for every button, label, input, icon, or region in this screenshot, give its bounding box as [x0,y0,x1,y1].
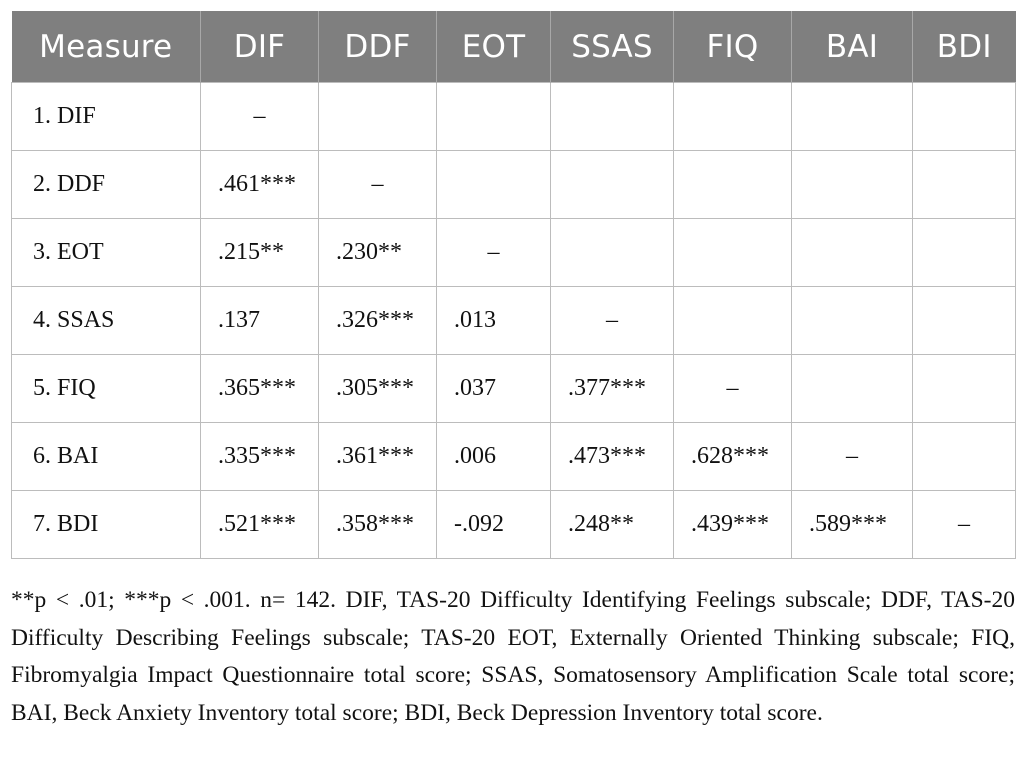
header-eot: EOT [437,11,551,83]
table-cell [913,355,1016,423]
table-cell [792,219,913,287]
table-cell: -.092 [437,491,551,559]
table-cell: .326*** [319,287,437,355]
table-row [12,287,1016,355]
table-cell: .230** [319,219,437,287]
table-row [12,83,1016,151]
table-row [12,151,1016,219]
table-cell [792,287,913,355]
table-row [12,491,1016,559]
table-cell [913,423,1016,491]
row-label: 4. SSAS [12,287,201,355]
table-cell: – [674,355,792,423]
table-cell [551,219,674,287]
table-cell [551,151,674,219]
table-cell: .361*** [319,423,437,491]
table-cell [913,219,1016,287]
table-cell [437,83,551,151]
table-cell: .037 [437,355,551,423]
row-label: 3. EOT [12,219,201,287]
table-cell [792,355,913,423]
table-cell: .377*** [551,355,674,423]
table-cell [674,287,792,355]
table-cell: .439*** [674,491,792,559]
header-bai: BAI [792,11,913,83]
table-cell: – [201,83,319,151]
table-cell: .013 [437,287,551,355]
table-cell: – [319,151,437,219]
header-row [12,11,1016,83]
correlation-table-container [11,11,1015,559]
correlation-table [11,11,1016,559]
table-cell: – [437,219,551,287]
table-cell [551,83,674,151]
row-label: 7. BDI [12,491,201,559]
table-cell [913,287,1016,355]
table-cell: .473*** [551,423,674,491]
header-ddf: DDF [319,11,437,83]
table-cell [319,83,437,151]
table-cell: .521*** [201,491,319,559]
table-cell: .335*** [201,423,319,491]
table-row [12,423,1016,491]
table-cell [792,83,913,151]
header-ssas: SSAS [551,11,674,83]
header-bdi: BDI [913,11,1016,83]
header-fiq: FIQ [674,11,792,83]
table-cell [792,151,913,219]
row-label: 2. DDF [12,151,201,219]
table-footnote: **p < .01; ***p < .001. n= 142. DIF, TAS-20 Difficulty Identifying Feelings subscale; DDF, TAS-20 Difficulty Describing Feelings subscale; TAS-20 EOT, Externally Oriented Thinking subscale; FIQ, Fibromyalgia Impact Questionnaire total score; SSAS, Somatosensory Amplification Scale total score; BAI, Beck Anxiety Inventory total score; BDI, Beck Depression Inventory total score. [11,587,1015,726]
row-label: 5. FIQ [12,355,201,423]
table-cell [674,83,792,151]
table-cell: .358*** [319,491,437,559]
table-cell [913,83,1016,151]
table-cell: .628*** [674,423,792,491]
table-cell [437,151,551,219]
table-row [12,219,1016,287]
row-label: 1. DIF [12,83,201,151]
table-cell: .215** [201,219,319,287]
table-cell: – [792,423,913,491]
row-label: 6. BAI [12,423,201,491]
header-dif: DIF [201,11,319,83]
table-cell: .137 [201,287,319,355]
table-cell: .365*** [201,355,319,423]
table-cell: .305*** [319,355,437,423]
table-cell: – [551,287,674,355]
table-cell: .461*** [201,151,319,219]
table-cell: .006 [437,423,551,491]
header-measure: Measure [12,11,201,83]
table-cell [913,151,1016,219]
table-cell: .248** [551,491,674,559]
table-row [12,355,1016,423]
table-cell [674,151,792,219]
table-cell: .589*** [792,491,913,559]
table-cell: – [913,491,1016,559]
table-cell [674,219,792,287]
